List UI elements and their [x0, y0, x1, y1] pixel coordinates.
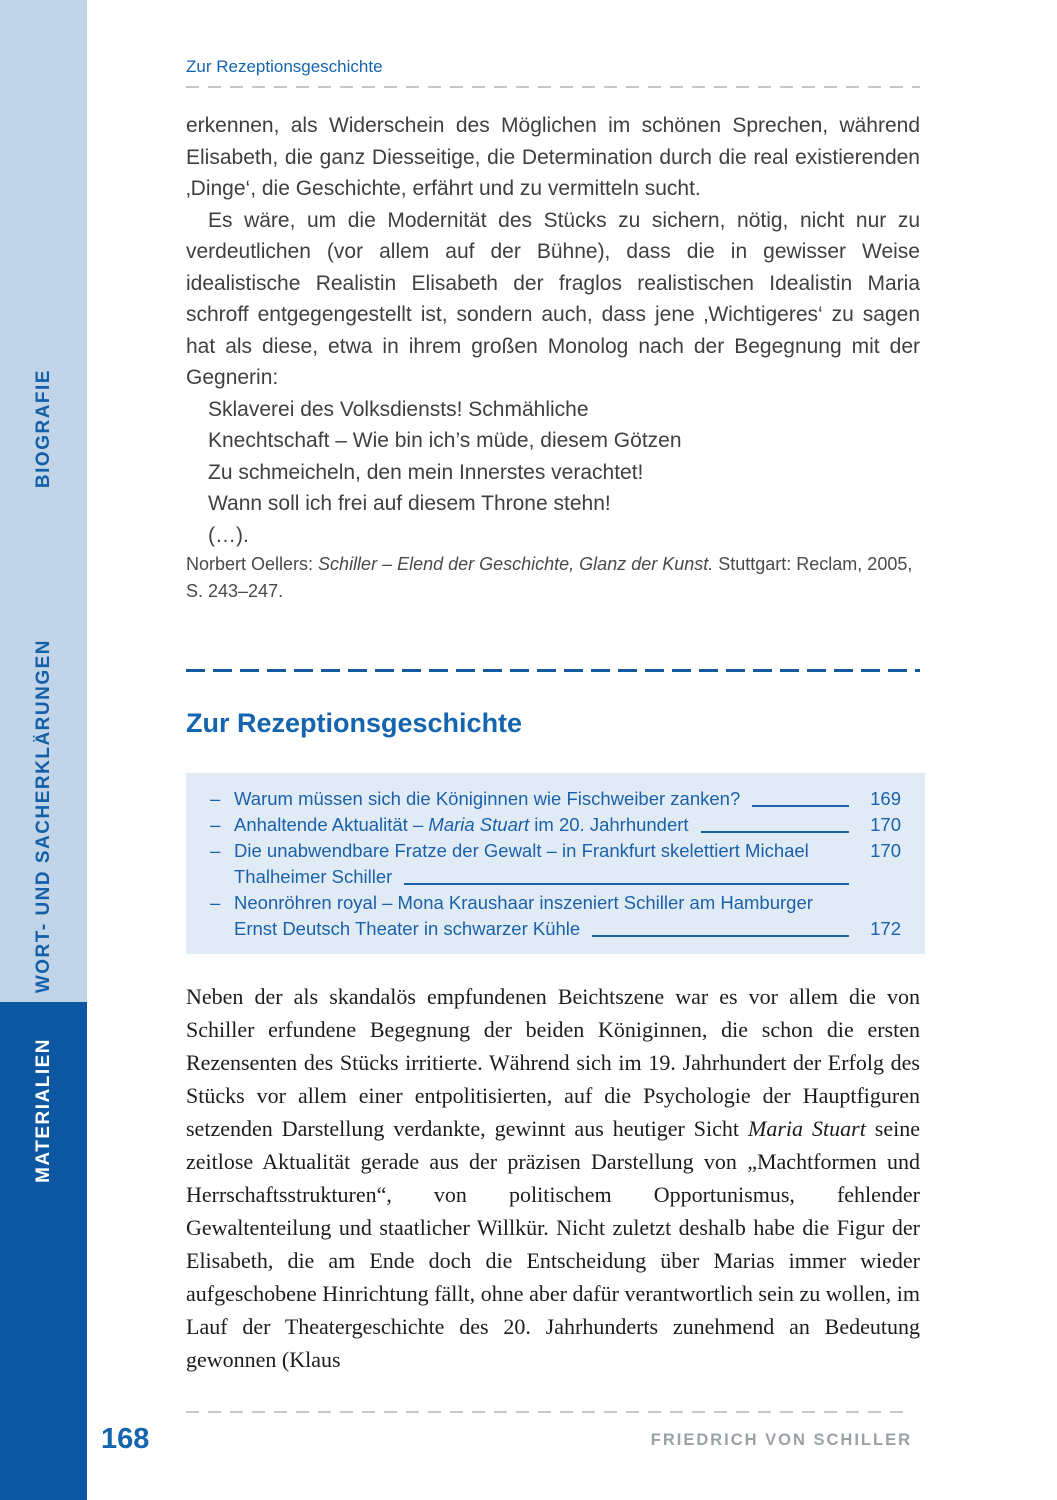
citation-publisher: Stuttgart: Reclam, 2005, S. 243–247. — [186, 554, 913, 601]
toc-item-title: Die unabwendbare Fratze der Gewalt – in Frankfurt skelettiert Michael — [234, 840, 809, 861]
article-text: seine zeitlose Aktualität gerade aus der präzisen Darstellung von „Machtformen und Herrschaftsstrukturen“, von politischem Opportunismus, fehlender Gewaltenteilung und staatlicher Willkür. Nicht zuletzt deshalb habe die Figur der Elisabeth, die am Ende doch die Entscheidung über Marias immer wieder aufgeschobene Hinrichtung fällt, ohne aber dafür verantwortlich sein zu wollen, im Lauf der Theatergeschichte des 20. Jahrhunderts zunehmend an Bedeutung gewonnen (Klaus — [186, 1116, 921, 1372]
citation-author: Norbert Oellers: — [186, 554, 319, 574]
toc-box — [186, 773, 925, 954]
toc-item-title: Neonröhren royal – Mona Kraushaar inszeniert Schiller am Hamburger — [234, 892, 813, 913]
section-dashed-divider — [186, 669, 920, 672]
sidebar-tab-materialien — [0, 1002, 87, 1500]
toc-line — [208, 890, 901, 916]
verse-line: (…). — [208, 523, 249, 547]
excerpt-paragraph-2: Es wäre, um die Modernität des Stücks zu sichern, nötig, nicht nur zu verdeutlichen (vor allem auf der Bühne), dass die in gewisser Weise idealistische Realistin Elisabeth der fraglos realistischen Idealistin Maria schroff entgegengestellt ist, sondern auch, dass jene ‚Wichtigeres‘ zu sagen hat als diese, etwa in ihrem großen Monolog nach der Begegnung mit der Gegnerin: — [186, 208, 920, 389]
source-citation — [186, 551, 920, 605]
citation-title: Schiller – Elend der Geschichte, Glanz der Kunst. — [318, 554, 714, 574]
toc-item — [208, 812, 901, 838]
toc-leader-line — [701, 831, 849, 833]
toc-page-ref: 169 — [870, 788, 901, 809]
toc-item-dash: – — [210, 892, 221, 913]
verse-quote — [208, 394, 920, 552]
sidebar-tab-materialien-label: MATERIALIEN — [32, 1038, 54, 1183]
toc-line — [208, 838, 901, 864]
toc-item — [208, 838, 901, 890]
sidebar-tab-biografie — [0, 0, 87, 518]
toc-leader-line — [752, 805, 849, 807]
verse-line: Knechtschaft – Wie bin ich’s müde, diesem Götzen — [208, 429, 682, 452]
article-paragraph — [186, 980, 920, 1376]
verse-line: Sklaverei des Volksdiensts! Schmähliche — [208, 397, 589, 421]
toc-page-ref: 170 — [870, 840, 901, 861]
article-text: Neben der als skandalös empfundenen Beichtszene war es vor allem die von Schiller erfundene Begegnung der beiden Königinnen, die schon die ersten Rezensenten des Stücks irritierte. Während sich im 19. Jahrhundert der Erfolg des Stücks vor allem einer entpolitisierten, auf die Psychologie der Hauptfiguren setzenden Darstellung verdankte, gewinnt aus heutiger Sicht — [186, 984, 920, 1141]
toc-page-ref: 170 — [870, 814, 901, 835]
toc-item-dash: – — [210, 814, 221, 835]
toc-line — [208, 864, 901, 890]
toc-item-dash: – — [210, 788, 221, 809]
article-block — [186, 980, 920, 1376]
toc-item-dash: – — [210, 840, 221, 861]
toc-line — [208, 812, 901, 838]
toc-item-title: Warum müssen sich die Königinnen wie Fischweiber zanken? — [234, 788, 741, 809]
toc-item-title-continued: Thalheimer Schiller — [234, 866, 393, 887]
toc-item-title: Anhaltende Aktualität – Maria Stuart im 20. Jahrhundert — [234, 814, 689, 835]
toc-line — [208, 786, 901, 812]
toc-leader-line — [404, 883, 849, 885]
sidebar-tab-biografie-label: BIOGRAFIE — [32, 368, 54, 488]
footer-book-title: FRIEDRICH VON SCHILLER — [650, 1431, 912, 1449]
excerpt-paragraph-1: erkennen, als Widerschein des Möglichen im schönen Sprechen, während Elisabeth, die ganz Diesseitige, die Determination durch die real existierenden ‚Dinge‘, die Geschichte, erfährt und zu vermitteln sucht. — [186, 114, 920, 200]
page-number: 168 — [101, 1423, 150, 1455]
toc-item-title-continued: Ernst Deutsch Theater in schwarzer Kühle — [234, 918, 581, 939]
toc-leader-line — [592, 935, 849, 937]
running-head: Zur Rezeptionsgeschichte — [186, 57, 383, 76]
sidebar-tab-wort-und-sacherklaerungen — [0, 498, 87, 1026]
sidebar-tab-wort-und-sacherklaerungen-label: WORT- UND SACHERKLÄRUNGEN — [32, 638, 54, 993]
header-dashed-rule — [186, 86, 920, 88]
article-work-title: Maria Stuart — [748, 1116, 866, 1141]
excerpt-block — [186, 110, 920, 605]
toc-line — [208, 916, 901, 942]
verse-line: Wann soll ich frei auf diesem Throne stehn! — [208, 492, 611, 515]
verse-line: Zu schmeicheln, den mein Innerstes verachtet! — [208, 460, 644, 484]
footer-dashed-rule — [186, 1411, 912, 1413]
toc-item — [208, 786, 901, 812]
section-heading: Zur Rezeptionsgeschichte — [186, 708, 523, 738]
toc-page-ref: 172 — [870, 918, 901, 939]
toc-item — [208, 890, 901, 942]
